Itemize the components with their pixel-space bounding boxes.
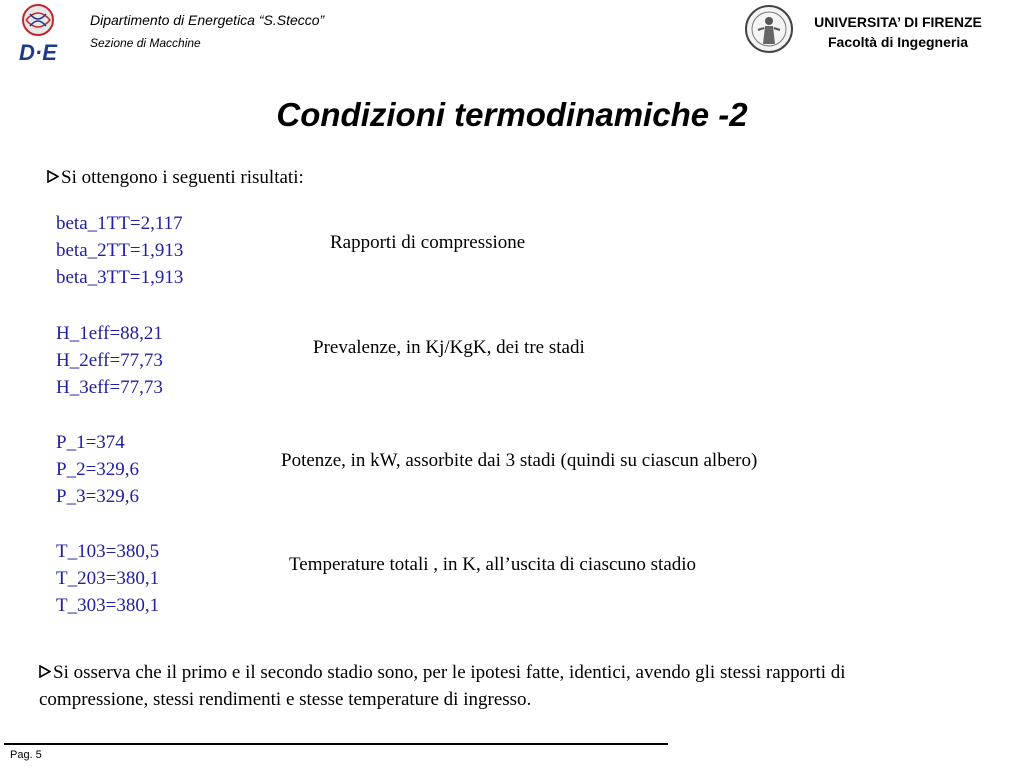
university-block [788, 12, 1008, 52]
department-logo [6, 2, 70, 64]
intro-text: Si ottengono i seguenti risultati: [61, 167, 304, 188]
university-logo [744, 4, 794, 54]
footer-divider [4, 743, 668, 745]
value-line: T_103=380,5 [56, 541, 160, 562]
intro-bullet [47, 167, 304, 189]
value-line: P_3=329,6 [56, 486, 140, 507]
description-compression-ratios: Rapporti di compressione [330, 232, 526, 253]
description-heads: Prevalenze, in Kj/KgK, dei tre stadi [313, 337, 585, 358]
description-temperatures: Temperature totali , in K, all’uscita di ciascuno stadio [289, 554, 697, 575]
value-line: beta_3TT=1,913 [56, 267, 184, 288]
faculty-name: Facoltà di Ingegneria [827, 34, 969, 50]
value-group-temperatures [56, 538, 159, 619]
value-line: H_2eff=77,73 [56, 350, 163, 371]
slide-title: Condizioni termodinamiche -2 [276, 96, 748, 133]
conclusion-text: Si osserva che il primo e il secondo stadio sono, per le ipotesi fatte, identici, avendo gli stessi rapporti di compressione, stessi rendimenti e stesse temperature di ingresso. [39, 662, 846, 710]
arrow-bullet-icon [39, 659, 53, 686]
department-name: Dipartimento di Energetica “S.Stecco” [90, 12, 325, 28]
university-name: UNIVERSITA’ DI FIRENZE [814, 14, 982, 30]
value-group-powers [56, 429, 139, 510]
value-line: P_1=374 [56, 432, 125, 453]
value-group-compression-ratios [56, 210, 183, 291]
page-number: Pag. 5 [10, 749, 42, 761]
arrow-bullet-icon [47, 167, 61, 189]
value-line: T_203=380,1 [56, 568, 160, 589]
description-powers: Potenze, in kW, assorbite dai 3 stadi (quindi su ciascun albero) [281, 450, 758, 471]
value-line: H_3eff=77,73 [56, 377, 163, 398]
value-line: H_1eff=88,21 [56, 323, 163, 344]
value-line: T_303=380,1 [56, 595, 160, 616]
conclusion-bullet [39, 659, 919, 713]
value-line: P_2=329,6 [56, 459, 140, 480]
section-name: Sezione di Macchine [90, 36, 201, 50]
value-group-heads [56, 320, 163, 401]
value-line: beta_2TT=1,913 [56, 240, 184, 261]
value-line: beta_1TT=2,117 [56, 213, 183, 234]
logo-text: D·E [19, 40, 57, 64]
de-logo-icon [6, 2, 70, 64]
university-seal-icon [744, 4, 794, 54]
